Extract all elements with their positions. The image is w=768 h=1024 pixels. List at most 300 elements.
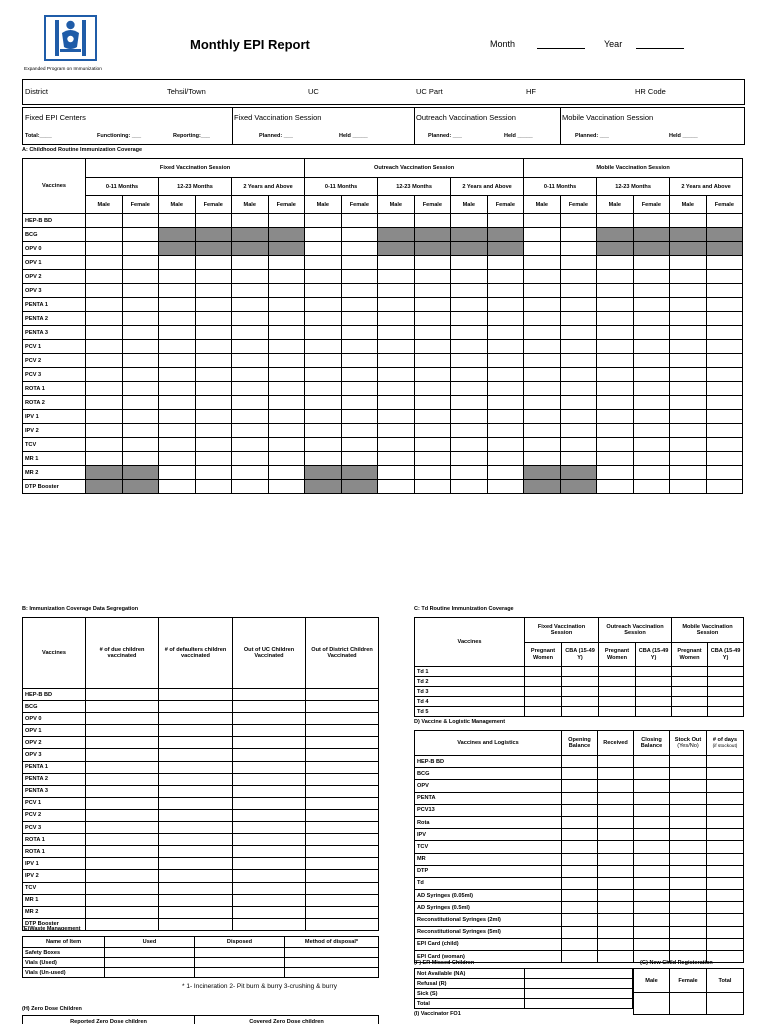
b-cell[interactable]	[86, 797, 159, 809]
b-cell[interactable]	[86, 894, 159, 906]
a-cell[interactable]	[268, 326, 305, 340]
c-cell[interactable]	[636, 707, 672, 717]
a-cell[interactable]	[633, 354, 670, 368]
b-cell[interactable]	[86, 785, 159, 797]
a-cell[interactable]	[487, 256, 524, 270]
d-cell[interactable]	[707, 829, 744, 841]
c-cell[interactable]	[672, 687, 708, 697]
a-cell[interactable]	[451, 298, 488, 312]
a-cell[interactable]	[560, 354, 597, 368]
a-cell[interactable]	[195, 326, 232, 340]
a-cell[interactable]	[487, 298, 524, 312]
d-cell[interactable]	[634, 829, 670, 841]
d-cell[interactable]	[598, 877, 634, 889]
b-cell[interactable]	[233, 882, 306, 894]
b-cell[interactable]	[86, 761, 159, 773]
a-cell[interactable]	[86, 340, 123, 354]
f-cell[interactable]	[525, 969, 633, 979]
a-cell[interactable]	[159, 298, 196, 312]
d-cell[interactable]	[562, 914, 598, 926]
a-cell[interactable]	[341, 256, 378, 270]
b-cell[interactable]	[306, 725, 379, 737]
a-cell[interactable]	[597, 382, 634, 396]
a-cell[interactable]	[451, 312, 488, 326]
a-cell[interactable]	[195, 424, 232, 438]
a-cell[interactable]	[86, 312, 123, 326]
a-cell[interactable]	[706, 368, 743, 382]
a-cell[interactable]	[633, 438, 670, 452]
b-cell[interactable]	[233, 870, 306, 882]
a-cell[interactable]	[232, 284, 269, 298]
a-cell[interactable]	[633, 480, 670, 494]
b-cell[interactable]	[233, 846, 306, 858]
month-field[interactable]	[537, 48, 585, 49]
b-cell[interactable]	[233, 737, 306, 749]
d-cell[interactable]	[562, 780, 598, 792]
a-cell[interactable]	[159, 410, 196, 424]
a-cell[interactable]	[195, 396, 232, 410]
a-cell[interactable]	[597, 438, 634, 452]
b-cell[interactable]	[306, 749, 379, 761]
a-cell[interactable]	[122, 326, 159, 340]
a-cell[interactable]	[451, 340, 488, 354]
a-cell[interactable]	[232, 396, 269, 410]
a-cell[interactable]	[487, 326, 524, 340]
a-cell[interactable]	[487, 354, 524, 368]
a-cell[interactable]	[670, 438, 707, 452]
a-cell[interactable]	[670, 214, 707, 228]
b-cell[interactable]	[86, 918, 159, 930]
a-cell[interactable]	[524, 340, 561, 354]
a-cell[interactable]	[487, 368, 524, 382]
a-cell[interactable]	[378, 354, 415, 368]
a-cell[interactable]	[451, 466, 488, 480]
d-cell[interactable]	[634, 877, 670, 889]
a-cell[interactable]	[524, 256, 561, 270]
a-cell[interactable]	[86, 270, 123, 284]
a-cell[interactable]	[524, 438, 561, 452]
a-cell[interactable]	[414, 354, 451, 368]
d-cell[interactable]	[670, 756, 707, 768]
a-cell[interactable]	[86, 410, 123, 424]
a-cell[interactable]	[706, 256, 743, 270]
a-cell[interactable]	[560, 326, 597, 340]
a-cell[interactable]	[487, 340, 524, 354]
c-cell[interactable]	[562, 697, 599, 707]
a-cell[interactable]	[414, 298, 451, 312]
a-cell[interactable]	[86, 452, 123, 466]
a-cell[interactable]	[451, 214, 488, 228]
a-cell[interactable]	[305, 312, 342, 326]
a-cell[interactable]	[305, 410, 342, 424]
a-cell[interactable]	[305, 284, 342, 298]
a-cell[interactable]	[341, 396, 378, 410]
d-cell[interactable]	[598, 951, 634, 963]
b-cell[interactable]	[233, 689, 306, 701]
a-cell[interactable]	[159, 354, 196, 368]
d-cell[interactable]	[598, 926, 634, 938]
a-cell[interactable]	[268, 298, 305, 312]
d-cell[interactable]	[707, 768, 744, 780]
a-cell[interactable]	[122, 354, 159, 368]
a-cell[interactable]	[86, 284, 123, 298]
b-cell[interactable]	[159, 822, 233, 834]
a-cell[interactable]	[706, 396, 743, 410]
a-cell[interactable]	[487, 270, 524, 284]
c-cell[interactable]	[636, 687, 672, 697]
a-cell[interactable]	[414, 424, 451, 438]
a-cell[interactable]	[706, 354, 743, 368]
d-cell[interactable]	[707, 853, 744, 865]
a-cell[interactable]	[378, 424, 415, 438]
e-cell[interactable]	[285, 968, 379, 978]
d-cell[interactable]	[562, 877, 598, 889]
b-cell[interactable]	[159, 797, 233, 809]
a-cell[interactable]	[86, 382, 123, 396]
a-cell[interactable]	[122, 214, 159, 228]
a-cell[interactable]	[341, 242, 378, 256]
a-cell[interactable]	[597, 424, 634, 438]
d-cell[interactable]	[670, 792, 707, 804]
a-cell[interactable]	[159, 326, 196, 340]
d-cell[interactable]	[598, 829, 634, 841]
b-cell[interactable]	[159, 809, 233, 821]
a-cell[interactable]	[706, 340, 743, 354]
a-cell[interactable]	[378, 312, 415, 326]
a-cell[interactable]	[633, 340, 670, 354]
a-cell[interactable]	[341, 382, 378, 396]
d-cell[interactable]	[707, 841, 744, 853]
a-cell[interactable]	[524, 410, 561, 424]
d-cell[interactable]	[634, 890, 670, 902]
a-cell[interactable]	[670, 424, 707, 438]
b-cell[interactable]	[233, 918, 306, 930]
e-cell[interactable]	[195, 948, 285, 958]
a-cell[interactable]	[268, 452, 305, 466]
a-cell[interactable]	[706, 382, 743, 396]
a-cell[interactable]	[524, 228, 561, 242]
a-cell[interactable]	[86, 424, 123, 438]
b-cell[interactable]	[233, 906, 306, 918]
a-cell[interactable]	[633, 466, 670, 480]
a-cell[interactable]	[378, 284, 415, 298]
b-cell[interactable]	[233, 894, 306, 906]
b-cell[interactable]	[159, 906, 233, 918]
a-cell[interactable]	[341, 438, 378, 452]
b-cell[interactable]	[306, 906, 379, 918]
b-cell[interactable]	[86, 713, 159, 725]
a-cell[interactable]	[341, 354, 378, 368]
d-cell[interactable]	[707, 816, 744, 828]
a-cell[interactable]	[122, 438, 159, 452]
b-cell[interactable]	[159, 918, 233, 930]
b-cell[interactable]	[86, 846, 159, 858]
a-cell[interactable]	[378, 298, 415, 312]
a-cell[interactable]	[378, 270, 415, 284]
a-cell[interactable]	[414, 214, 451, 228]
d-cell[interactable]	[670, 816, 707, 828]
a-cell[interactable]	[195, 410, 232, 424]
c-cell[interactable]	[636, 677, 672, 687]
d-cell[interactable]	[562, 804, 598, 816]
a-cell[interactable]	[633, 368, 670, 382]
a-cell[interactable]	[378, 410, 415, 424]
a-cell[interactable]	[86, 228, 123, 242]
c-cell[interactable]	[599, 707, 636, 717]
a-cell[interactable]	[560, 438, 597, 452]
a-cell[interactable]	[305, 214, 342, 228]
b-cell[interactable]	[306, 846, 379, 858]
c-cell[interactable]	[708, 677, 744, 687]
a-cell[interactable]	[670, 270, 707, 284]
a-cell[interactable]	[305, 452, 342, 466]
a-cell[interactable]	[122, 284, 159, 298]
d-cell[interactable]	[562, 951, 598, 963]
a-cell[interactable]	[670, 410, 707, 424]
d-cell[interactable]	[562, 756, 598, 768]
a-cell[interactable]	[670, 312, 707, 326]
c-cell[interactable]	[672, 667, 708, 677]
d-cell[interactable]	[670, 877, 707, 889]
d-cell[interactable]	[634, 902, 670, 914]
b-cell[interactable]	[306, 761, 379, 773]
b-cell[interactable]	[159, 689, 233, 701]
a-cell[interactable]	[706, 312, 743, 326]
b-cell[interactable]	[306, 737, 379, 749]
a-cell[interactable]	[159, 382, 196, 396]
a-cell[interactable]	[159, 312, 196, 326]
a-cell[interactable]	[560, 270, 597, 284]
a-cell[interactable]	[451, 256, 488, 270]
a-cell[interactable]	[232, 256, 269, 270]
c-cell[interactable]	[525, 687, 562, 697]
a-cell[interactable]	[122, 452, 159, 466]
a-cell[interactable]	[268, 424, 305, 438]
d-cell[interactable]	[634, 792, 670, 804]
c-cell[interactable]	[562, 707, 599, 717]
a-cell[interactable]	[451, 368, 488, 382]
g-cell[interactable]	[670, 993, 707, 1015]
a-cell[interactable]	[633, 284, 670, 298]
b-cell[interactable]	[159, 858, 233, 870]
d-cell[interactable]	[598, 804, 634, 816]
b-cell[interactable]	[159, 749, 233, 761]
e-cell[interactable]	[285, 958, 379, 968]
d-cell[interactable]	[598, 780, 634, 792]
a-cell[interactable]	[122, 410, 159, 424]
b-cell[interactable]	[306, 834, 379, 846]
a-cell[interactable]	[195, 340, 232, 354]
a-cell[interactable]	[524, 396, 561, 410]
b-cell[interactable]	[86, 749, 159, 761]
b-cell[interactable]	[159, 834, 233, 846]
b-cell[interactable]	[306, 918, 379, 930]
a-cell[interactable]	[560, 396, 597, 410]
d-cell[interactable]	[634, 865, 670, 877]
b-cell[interactable]	[306, 785, 379, 797]
a-cell[interactable]	[232, 312, 269, 326]
b-cell[interactable]	[159, 846, 233, 858]
a-cell[interactable]	[633, 452, 670, 466]
a-cell[interactable]	[159, 214, 196, 228]
a-cell[interactable]	[524, 214, 561, 228]
a-cell[interactable]	[122, 340, 159, 354]
a-cell[interactable]	[560, 452, 597, 466]
b-cell[interactable]	[233, 797, 306, 809]
d-cell[interactable]	[634, 926, 670, 938]
a-cell[interactable]	[560, 410, 597, 424]
a-cell[interactable]	[670, 326, 707, 340]
a-cell[interactable]	[86, 368, 123, 382]
f-cell[interactable]	[525, 979, 633, 989]
a-cell[interactable]	[268, 256, 305, 270]
a-cell[interactable]	[195, 284, 232, 298]
a-cell[interactable]	[670, 368, 707, 382]
a-cell[interactable]	[706, 410, 743, 424]
c-cell[interactable]	[636, 667, 672, 677]
a-cell[interactable]	[524, 424, 561, 438]
d-cell[interactable]	[707, 902, 744, 914]
b-cell[interactable]	[86, 906, 159, 918]
a-cell[interactable]	[378, 382, 415, 396]
a-cell[interactable]	[487, 382, 524, 396]
a-cell[interactable]	[451, 410, 488, 424]
a-cell[interactable]	[597, 326, 634, 340]
a-cell[interactable]	[414, 284, 451, 298]
b-cell[interactable]	[306, 689, 379, 701]
a-cell[interactable]	[706, 424, 743, 438]
a-cell[interactable]	[524, 368, 561, 382]
a-cell[interactable]	[633, 396, 670, 410]
a-cell[interactable]	[670, 298, 707, 312]
d-cell[interactable]	[562, 816, 598, 828]
a-cell[interactable]	[122, 242, 159, 256]
d-cell[interactable]	[598, 841, 634, 853]
d-cell[interactable]	[670, 938, 707, 950]
a-cell[interactable]	[232, 424, 269, 438]
d-cell[interactable]	[598, 865, 634, 877]
b-cell[interactable]	[159, 894, 233, 906]
a-cell[interactable]	[232, 466, 269, 480]
b-cell[interactable]	[86, 689, 159, 701]
a-cell[interactable]	[195, 480, 232, 494]
d-cell[interactable]	[707, 865, 744, 877]
a-cell[interactable]	[633, 256, 670, 270]
a-cell[interactable]	[268, 480, 305, 494]
a-cell[interactable]	[305, 396, 342, 410]
a-cell[interactable]	[560, 298, 597, 312]
a-cell[interactable]	[560, 284, 597, 298]
a-cell[interactable]	[524, 326, 561, 340]
a-cell[interactable]	[487, 438, 524, 452]
d-cell[interactable]	[707, 792, 744, 804]
c-cell[interactable]	[708, 707, 744, 717]
a-cell[interactable]	[414, 452, 451, 466]
a-cell[interactable]	[159, 424, 196, 438]
a-cell[interactable]	[633, 326, 670, 340]
a-cell[interactable]	[524, 284, 561, 298]
b-cell[interactable]	[159, 773, 233, 785]
a-cell[interactable]	[122, 228, 159, 242]
b-cell[interactable]	[159, 737, 233, 749]
d-cell[interactable]	[562, 926, 598, 938]
a-cell[interactable]	[524, 382, 561, 396]
a-cell[interactable]	[706, 438, 743, 452]
a-cell[interactable]	[414, 312, 451, 326]
b-cell[interactable]	[233, 773, 306, 785]
b-cell[interactable]	[233, 822, 306, 834]
d-cell[interactable]	[562, 768, 598, 780]
b-cell[interactable]	[159, 882, 233, 894]
e-cell[interactable]	[105, 948, 195, 958]
d-cell[interactable]	[707, 756, 744, 768]
a-cell[interactable]	[597, 410, 634, 424]
b-cell[interactable]	[306, 701, 379, 713]
b-cell[interactable]	[159, 870, 233, 882]
d-cell[interactable]	[562, 865, 598, 877]
a-cell[interactable]	[232, 340, 269, 354]
a-cell[interactable]	[414, 466, 451, 480]
d-cell[interactable]	[598, 938, 634, 950]
d-cell[interactable]	[670, 926, 707, 938]
a-cell[interactable]	[597, 312, 634, 326]
a-cell[interactable]	[341, 410, 378, 424]
a-cell[interactable]	[232, 452, 269, 466]
a-cell[interactable]	[341, 368, 378, 382]
a-cell[interactable]	[268, 270, 305, 284]
a-cell[interactable]	[86, 354, 123, 368]
b-cell[interactable]	[233, 834, 306, 846]
d-cell[interactable]	[634, 853, 670, 865]
a-cell[interactable]	[341, 298, 378, 312]
a-cell[interactable]	[597, 354, 634, 368]
a-cell[interactable]	[232, 368, 269, 382]
b-cell[interactable]	[159, 713, 233, 725]
a-cell[interactable]	[670, 466, 707, 480]
a-cell[interactable]	[159, 480, 196, 494]
a-cell[interactable]	[451, 270, 488, 284]
a-cell[interactable]	[268, 354, 305, 368]
c-cell[interactable]	[672, 677, 708, 687]
c-cell[interactable]	[525, 707, 562, 717]
a-cell[interactable]	[305, 326, 342, 340]
a-cell[interactable]	[305, 424, 342, 438]
d-cell[interactable]	[598, 816, 634, 828]
a-cell[interactable]	[232, 298, 269, 312]
a-cell[interactable]	[378, 438, 415, 452]
d-cell[interactable]	[707, 890, 744, 902]
c-cell[interactable]	[599, 667, 636, 677]
d-cell[interactable]	[670, 865, 707, 877]
a-cell[interactable]	[122, 382, 159, 396]
a-cell[interactable]	[86, 438, 123, 452]
d-cell[interactable]	[670, 829, 707, 841]
a-cell[interactable]	[633, 298, 670, 312]
a-cell[interactable]	[268, 214, 305, 228]
a-cell[interactable]	[414, 410, 451, 424]
a-cell[interactable]	[159, 284, 196, 298]
c-cell[interactable]	[672, 707, 708, 717]
a-cell[interactable]	[305, 368, 342, 382]
a-cell[interactable]	[706, 214, 743, 228]
c-cell[interactable]	[525, 697, 562, 707]
a-cell[interactable]	[414, 270, 451, 284]
b-cell[interactable]	[233, 761, 306, 773]
d-cell[interactable]	[634, 816, 670, 828]
a-cell[interactable]	[597, 466, 634, 480]
a-cell[interactable]	[487, 466, 524, 480]
a-cell[interactable]	[487, 410, 524, 424]
